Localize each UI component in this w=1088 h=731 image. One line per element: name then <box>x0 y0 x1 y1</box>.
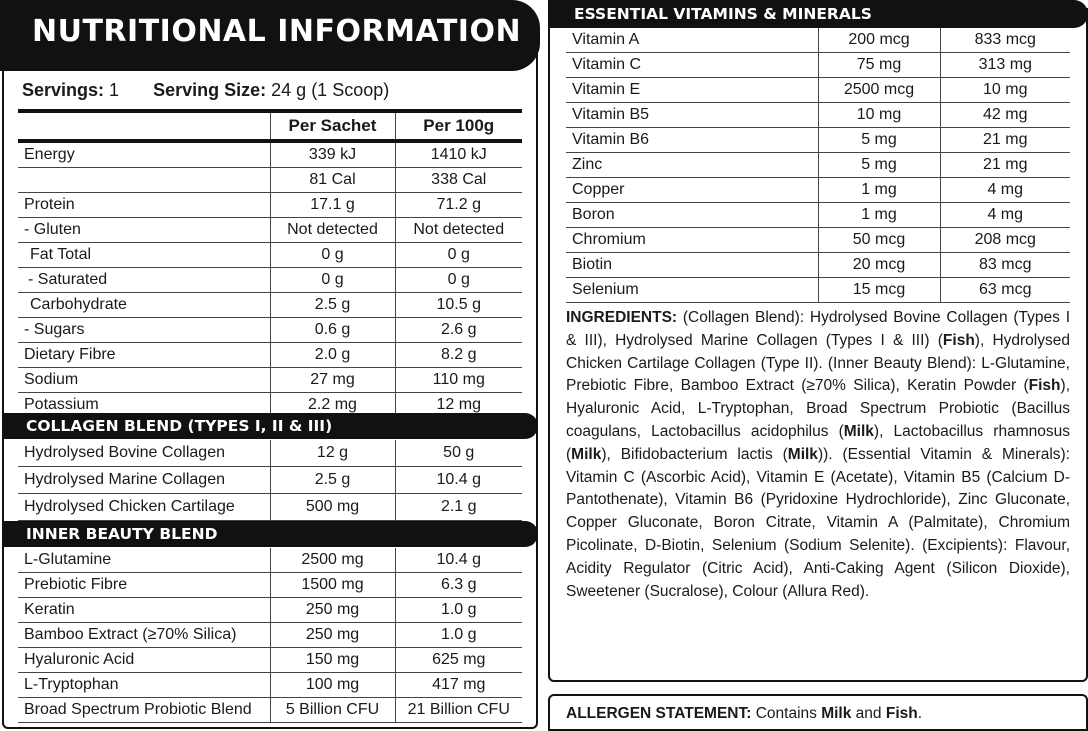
row-label: Copper <box>566 178 818 203</box>
row-label: Zinc <box>566 153 818 178</box>
value-per-100g: 10.4 g <box>395 467 522 494</box>
collagen-table <box>18 440 522 521</box>
table-row <box>18 141 522 168</box>
value-per-sachet: 15 mcg <box>818 278 940 303</box>
value-per-100g: 313 mg <box>940 53 1070 78</box>
value-per-sachet: 100 mg <box>270 673 395 698</box>
row-label: Vitamin B5 <box>566 103 818 128</box>
value-per-100g: 12 mg <box>395 393 522 418</box>
table-row <box>566 203 1070 228</box>
value-per-sachet: 10 mg <box>818 103 940 128</box>
value-per-100g: 417 mg <box>395 673 522 698</box>
table-row <box>566 178 1070 203</box>
vitamins-panel <box>548 0 1088 682</box>
page-title: NUTRITIONAL INFORMATION <box>32 14 522 49</box>
table-row <box>18 673 522 698</box>
value-per-sachet: 12 g <box>270 440 395 467</box>
serving-size-label: Serving Size: <box>153 80 267 100</box>
value-per-100g: 21 mg <box>940 153 1070 178</box>
header-cell <box>18 111 270 141</box>
table-row <box>566 53 1070 78</box>
value-per-sachet: Not detected <box>270 218 395 243</box>
ingredients-label: INGREDIENTS: <box>566 309 678 326</box>
allergen-label: ALLERGEN STATEMENT: <box>566 705 752 722</box>
value-per-sachet: 2500 mcg <box>818 78 940 103</box>
value-per-sachet: 200 mcg <box>818 28 940 53</box>
value-per-100g: 21 mg <box>940 128 1070 153</box>
value-per-sachet: 2.5 g <box>270 467 395 494</box>
row-label: Keratin <box>18 598 270 623</box>
row-label: Sodium <box>18 368 270 393</box>
row-label: - Gluten <box>18 218 270 243</box>
table-row <box>566 153 1070 178</box>
table-row <box>18 268 522 293</box>
row-label: Hydrolysed Marine Collagen <box>18 467 270 494</box>
value-per-sachet: 150 mg <box>270 648 395 673</box>
table-row <box>18 548 522 573</box>
value-per-100g: 1.0 g <box>395 623 522 648</box>
table-row <box>566 103 1070 128</box>
value-per-100g: 0 g <box>395 268 522 293</box>
value-per-100g: 1.0 g <box>395 598 522 623</box>
table-row <box>566 228 1070 253</box>
value-per-sachet: 5 mg <box>818 128 940 153</box>
allergen-highlight: Fish <box>1028 377 1061 395</box>
value-per-100g: 50 g <box>395 440 522 467</box>
value-per-100g: Not detected <box>395 218 522 243</box>
ingredients-segment: ), Hydrolysed Chicken Cartilage Collagen (Type II). (Inner Beauty Blend): L-Glutamine, Prebiotic Fibre, Bamboo Extract (≥70% Silica), Keratin Powder ( <box>566 331 1070 395</box>
table-row <box>18 598 522 623</box>
row-label: Selenium <box>566 278 818 303</box>
nutrition-table-header <box>18 111 522 141</box>
value-per-sachet: 0.6 g <box>270 318 395 343</box>
value-per-sachet: 2.2 mg <box>270 393 395 418</box>
value-per-sachet: 5 Billion CFU <box>270 698 395 723</box>
value-per-100g: 83 mcg <box>940 253 1070 278</box>
table-row <box>18 368 522 393</box>
allergen-highlight: Fish <box>942 331 975 349</box>
table-row <box>566 128 1070 153</box>
row-label: Vitamin B6 <box>566 128 818 153</box>
value-per-100g: 338 Cal <box>395 168 522 193</box>
collagen-table-body <box>18 440 522 521</box>
value-per-sachet: 2.0 g <box>270 343 395 368</box>
value-per-sachet: 0 g <box>270 243 395 268</box>
row-label: Protein <box>18 193 270 218</box>
value-per-sachet: 0 g <box>270 268 395 293</box>
title-bar <box>0 0 540 71</box>
value-per-100g: 71.2 g <box>395 193 522 218</box>
value-per-100g: 42 mg <box>940 103 1070 128</box>
value-per-100g: 10 mg <box>940 78 1070 103</box>
table-row <box>566 28 1070 53</box>
table-row <box>18 343 522 368</box>
collagen-section-title: COLLAGEN BLEND (TYPES I, II & III) <box>2 413 538 439</box>
value-per-100g: 63 mcg <box>940 278 1070 303</box>
value-per-100g: 8.2 g <box>395 343 522 368</box>
allergen-fish: Fish <box>885 705 918 722</box>
inner-beauty-table <box>18 548 522 723</box>
table-row <box>566 78 1070 103</box>
vitamins-table <box>566 28 1070 303</box>
table-row <box>18 623 522 648</box>
value-per-sachet: 5 mg <box>818 153 940 178</box>
nutrition-table-body <box>18 141 522 418</box>
allergen-post: . <box>917 705 923 722</box>
table-row <box>18 318 522 343</box>
value-per-100g: 4 mg <box>940 178 1070 203</box>
value-per-sachet: 339 kJ <box>270 141 395 168</box>
row-label: Prebiotic Fibre <box>18 573 270 598</box>
table-row <box>18 193 522 218</box>
allergen-highlight: Milk <box>787 445 818 463</box>
value-per-sachet: 20 mcg <box>818 253 940 278</box>
table-row <box>18 218 522 243</box>
allergen-highlight: Milk <box>843 422 874 440</box>
row-label: Fat Total <box>18 243 270 268</box>
value-per-sachet: 2500 mg <box>270 548 395 573</box>
value-per-100g: 4 mg <box>940 203 1070 228</box>
ingredients-text <box>566 307 1070 603</box>
allergen-highlight: Milk <box>571 445 602 463</box>
value-per-sachet: 50 mcg <box>818 228 940 253</box>
value-per-100g: 10.5 g <box>395 293 522 318</box>
allergen-milk: Milk <box>821 705 852 722</box>
value-per-sachet: 250 mg <box>270 598 395 623</box>
value-per-sachet: 500 mg <box>270 494 395 521</box>
value-per-100g: 6.3 g <box>395 573 522 598</box>
value-per-sachet: 17.1 g <box>270 193 395 218</box>
nutrition-table <box>18 109 522 418</box>
row-label: Vitamin E <box>566 78 818 103</box>
row-label: Energy <box>18 141 270 168</box>
ingredients-segment: (Collagen Blend): Hydrolysed Bovine Collagen (Types I & III), Hydrolysed Marine Collagen (Types I & III) ( <box>566 309 1070 349</box>
value-per-100g: 2.6 g <box>395 318 522 343</box>
value-per-sachet: 27 mg <box>270 368 395 393</box>
table-row <box>18 698 522 723</box>
row-label: Potassium <box>18 393 270 418</box>
servings-value: 1 <box>109 80 120 100</box>
table-row <box>18 573 522 598</box>
row-label: Vitamin C <box>566 53 818 78</box>
row-label: L-Glutamine <box>18 548 270 573</box>
value-per-100g: 10.4 g <box>395 548 522 573</box>
value-per-100g: 110 mg <box>395 368 522 393</box>
inner-beauty-section-title: INNER BEAUTY BLEND <box>2 521 538 547</box>
vitamins-table-body <box>566 28 1070 303</box>
row-label: Chromium <box>566 228 818 253</box>
value-per-sachet: 250 mg <box>270 623 395 648</box>
allergen-pre: Contains <box>751 705 822 722</box>
ingredients-segment: ), Hyaluronic Acid, L-Tryptophan, Broad Spectrum Probiotic (Bacillus coagulans, Lactobacillus acidophilus ( <box>566 377 1070 440</box>
table-row <box>18 243 522 268</box>
ingredients-body <box>566 309 1070 600</box>
table-row <box>18 648 522 673</box>
value-per-sachet: 1 mg <box>818 203 940 228</box>
value-per-100g: 2.1 g <box>395 494 522 521</box>
value-per-sachet: 75 mg <box>818 53 940 78</box>
row-label: Hydrolysed Bovine Collagen <box>18 440 270 467</box>
table-row <box>18 467 522 494</box>
row-label: Carbohydrate <box>18 293 270 318</box>
table-row <box>18 168 522 193</box>
value-per-100g: 833 mcg <box>940 28 1070 53</box>
table-row <box>18 293 522 318</box>
value-per-sachet: 81 Cal <box>270 168 395 193</box>
allergen-mid: and <box>851 705 886 722</box>
row-label: - Sugars <box>18 318 270 343</box>
allergen-statement <box>548 694 1088 731</box>
table-row <box>566 253 1070 278</box>
serving-info <box>22 80 389 101</box>
row-label: Hyaluronic Acid <box>18 648 270 673</box>
row-label: Hydrolysed Chicken Cartilage <box>18 494 270 521</box>
inner-beauty-table-body <box>18 548 522 723</box>
nutrition-panel <box>0 0 540 731</box>
value-per-sachet: 1 mg <box>818 178 940 203</box>
row-label: Biotin <box>566 253 818 278</box>
value-per-100g: 0 g <box>395 243 522 268</box>
row-label: Bamboo Extract (≥70% Silica) <box>18 623 270 648</box>
ingredients-segment: )). (Essential Vitamin & Minerals): Vitamin C (Ascorbic Acid), Vitamin E (Acetate), Vitamin B5 (Calcium D-Pantothenate), Vitamin B6 (Pyridoxine Hydrochloride), Zinc Gluconate, Copper Gluconate, Boron Citrate, Vitamin A (Palmitate), Chromium Picolinate, D-Biotin, Selenium (Sodium Selenite). (Excipients): Flavour, Acidity Regulator (Citric Acid), Anti-Caking Agent (Silicon Dioxide), Sweetener (Sucralose), Colour (Allura Red). <box>566 445 1070 600</box>
value-per-sachet: 1500 mg <box>270 573 395 598</box>
row-label: Broad Spectrum Probiotic Blend <box>18 698 270 723</box>
row-label: Boron <box>566 203 818 228</box>
header-per-sachet: Per Sachet <box>270 111 395 141</box>
value-per-100g: 208 mcg <box>940 228 1070 253</box>
allergen-text <box>566 705 922 723</box>
row-label <box>18 168 270 193</box>
serving-size-value: 24 g (1 Scoop) <box>271 80 390 100</box>
value-per-100g: 21 Billion CFU <box>395 698 522 723</box>
header-per-100g: Per 100g <box>395 111 522 141</box>
value-per-sachet: 2.5 g <box>270 293 395 318</box>
table-row <box>18 494 522 521</box>
table-row <box>18 440 522 467</box>
table-row <box>566 278 1070 303</box>
value-per-100g: 1410 kJ <box>395 141 522 168</box>
row-label: L-Tryptophan <box>18 673 270 698</box>
value-per-100g: 625 mg <box>395 648 522 673</box>
row-label: - Saturated <box>18 268 270 293</box>
vitamins-section-title: ESSENTIAL VITAMINS & MINERALS <box>548 0 1088 28</box>
row-label: Vitamin A <box>566 28 818 53</box>
ingredients-segment: ), Bifidobacterium lactis ( <box>601 445 788 463</box>
ingredients-segment: ), Lactobacillus rhamnosus ( <box>566 422 1070 463</box>
servings-label: Servings: <box>22 80 105 100</box>
row-label: Dietary Fibre <box>18 343 270 368</box>
